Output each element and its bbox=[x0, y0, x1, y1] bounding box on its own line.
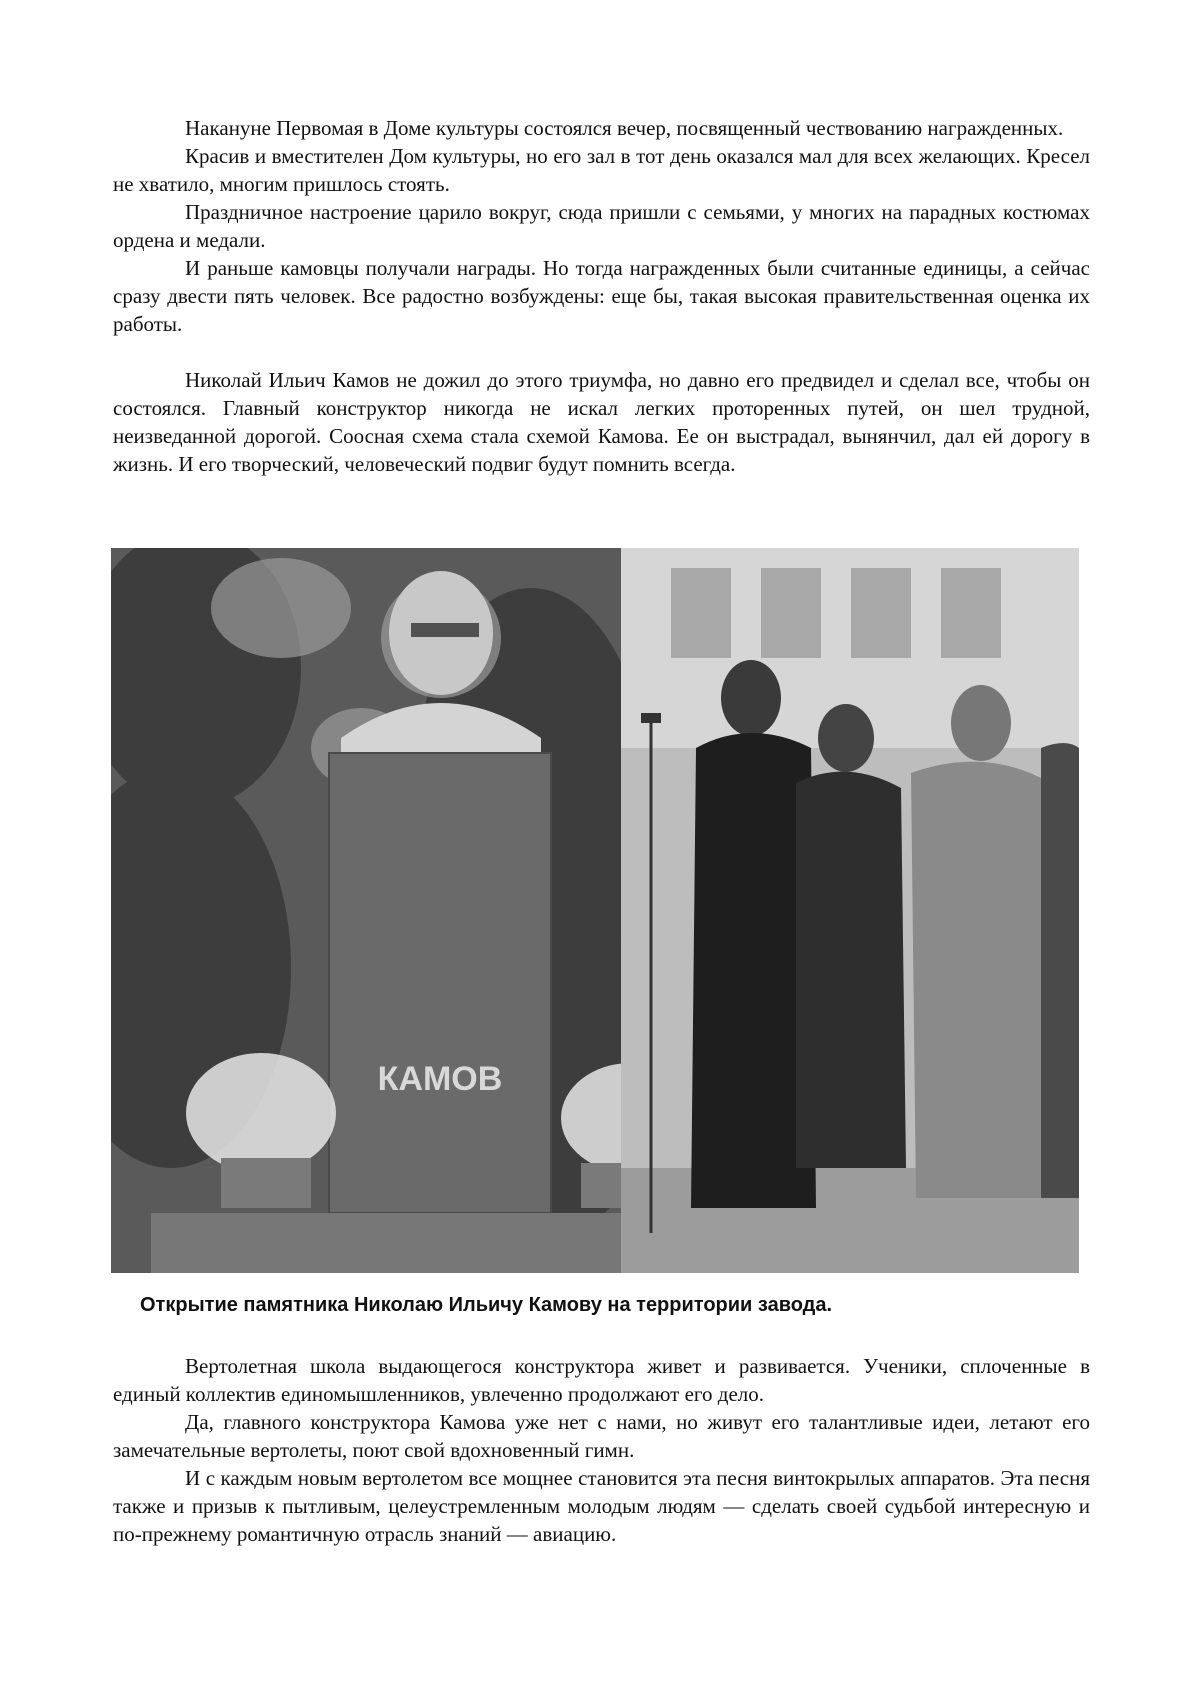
bottom-text-block bbox=[113, 1352, 1090, 1548]
paragraph: Вертолетная школа выдающегося конструктора живет и развивается. Ученики, сплоченные в единый коллектив единомышленников, увлеченно продолжают его дело. bbox=[113, 1354, 1090, 1406]
top-text-block bbox=[113, 114, 1090, 478]
pedestal bbox=[329, 753, 551, 1213]
paragraph: Николай Ильич Камов не дожил до этого триумфа, но давно его предвидел и сделал все, чтобы он состоялся. Главный конструктор никогда не искал легких проторенных путей, он шел трудной, неизведанной дорогой. Соосная схема стала схемой Камова. Ее он выстрадал, вынянчил, дал ей дорогу в жизнь. И его творческий, человеческий подвиг будут помнить всегда. bbox=[113, 368, 1090, 476]
paragraph: Да, главного конструктора Камова уже нет с нами, но живут его талантливые идеи, летают его замечательные вертолеты, поют свой вдохновенный гимн. bbox=[113, 1410, 1090, 1462]
monument-photo bbox=[111, 548, 1079, 1273]
photo-caption: Открытие памятника Николаю Ильичу Камову на территории завода. bbox=[140, 1294, 833, 1316]
monument-inscription: КАМОВ bbox=[377, 1060, 503, 1098]
paragraph: Накануне Первомая в Доме культуры состоялся вечер, посвященный чествованию награжденных. bbox=[185, 116, 1064, 140]
paragraph: И раньше камовцы получали награды. Но тогда награжденных были считанные единицы, а сейчас сразу двести пять человек. Все радостно возбуждены: еще бы, такая высокая правительственная оценка их работы. bbox=[113, 256, 1090, 336]
paragraph: И с каждым новым вертолетом все мощнее становится эта песня винтокрылых аппаратов. Эта песня также и призыв к пытливым, целеустремленным молодым людям — сделать своей судьбой интересную и по-прежнему романтичную отрасль знаний — авиацию. bbox=[113, 1466, 1090, 1546]
paragraph: Красив и вместителен Дом культуры, но его зал в тот день оказался мал для всех желающих. Кресел не хватило, многим пришлось стоять. bbox=[113, 144, 1090, 196]
paragraph: Праздничное настроение царило вокруг, сюда пришли с семьями, у многих на парадных костюмах ордена и медали. bbox=[113, 200, 1090, 252]
